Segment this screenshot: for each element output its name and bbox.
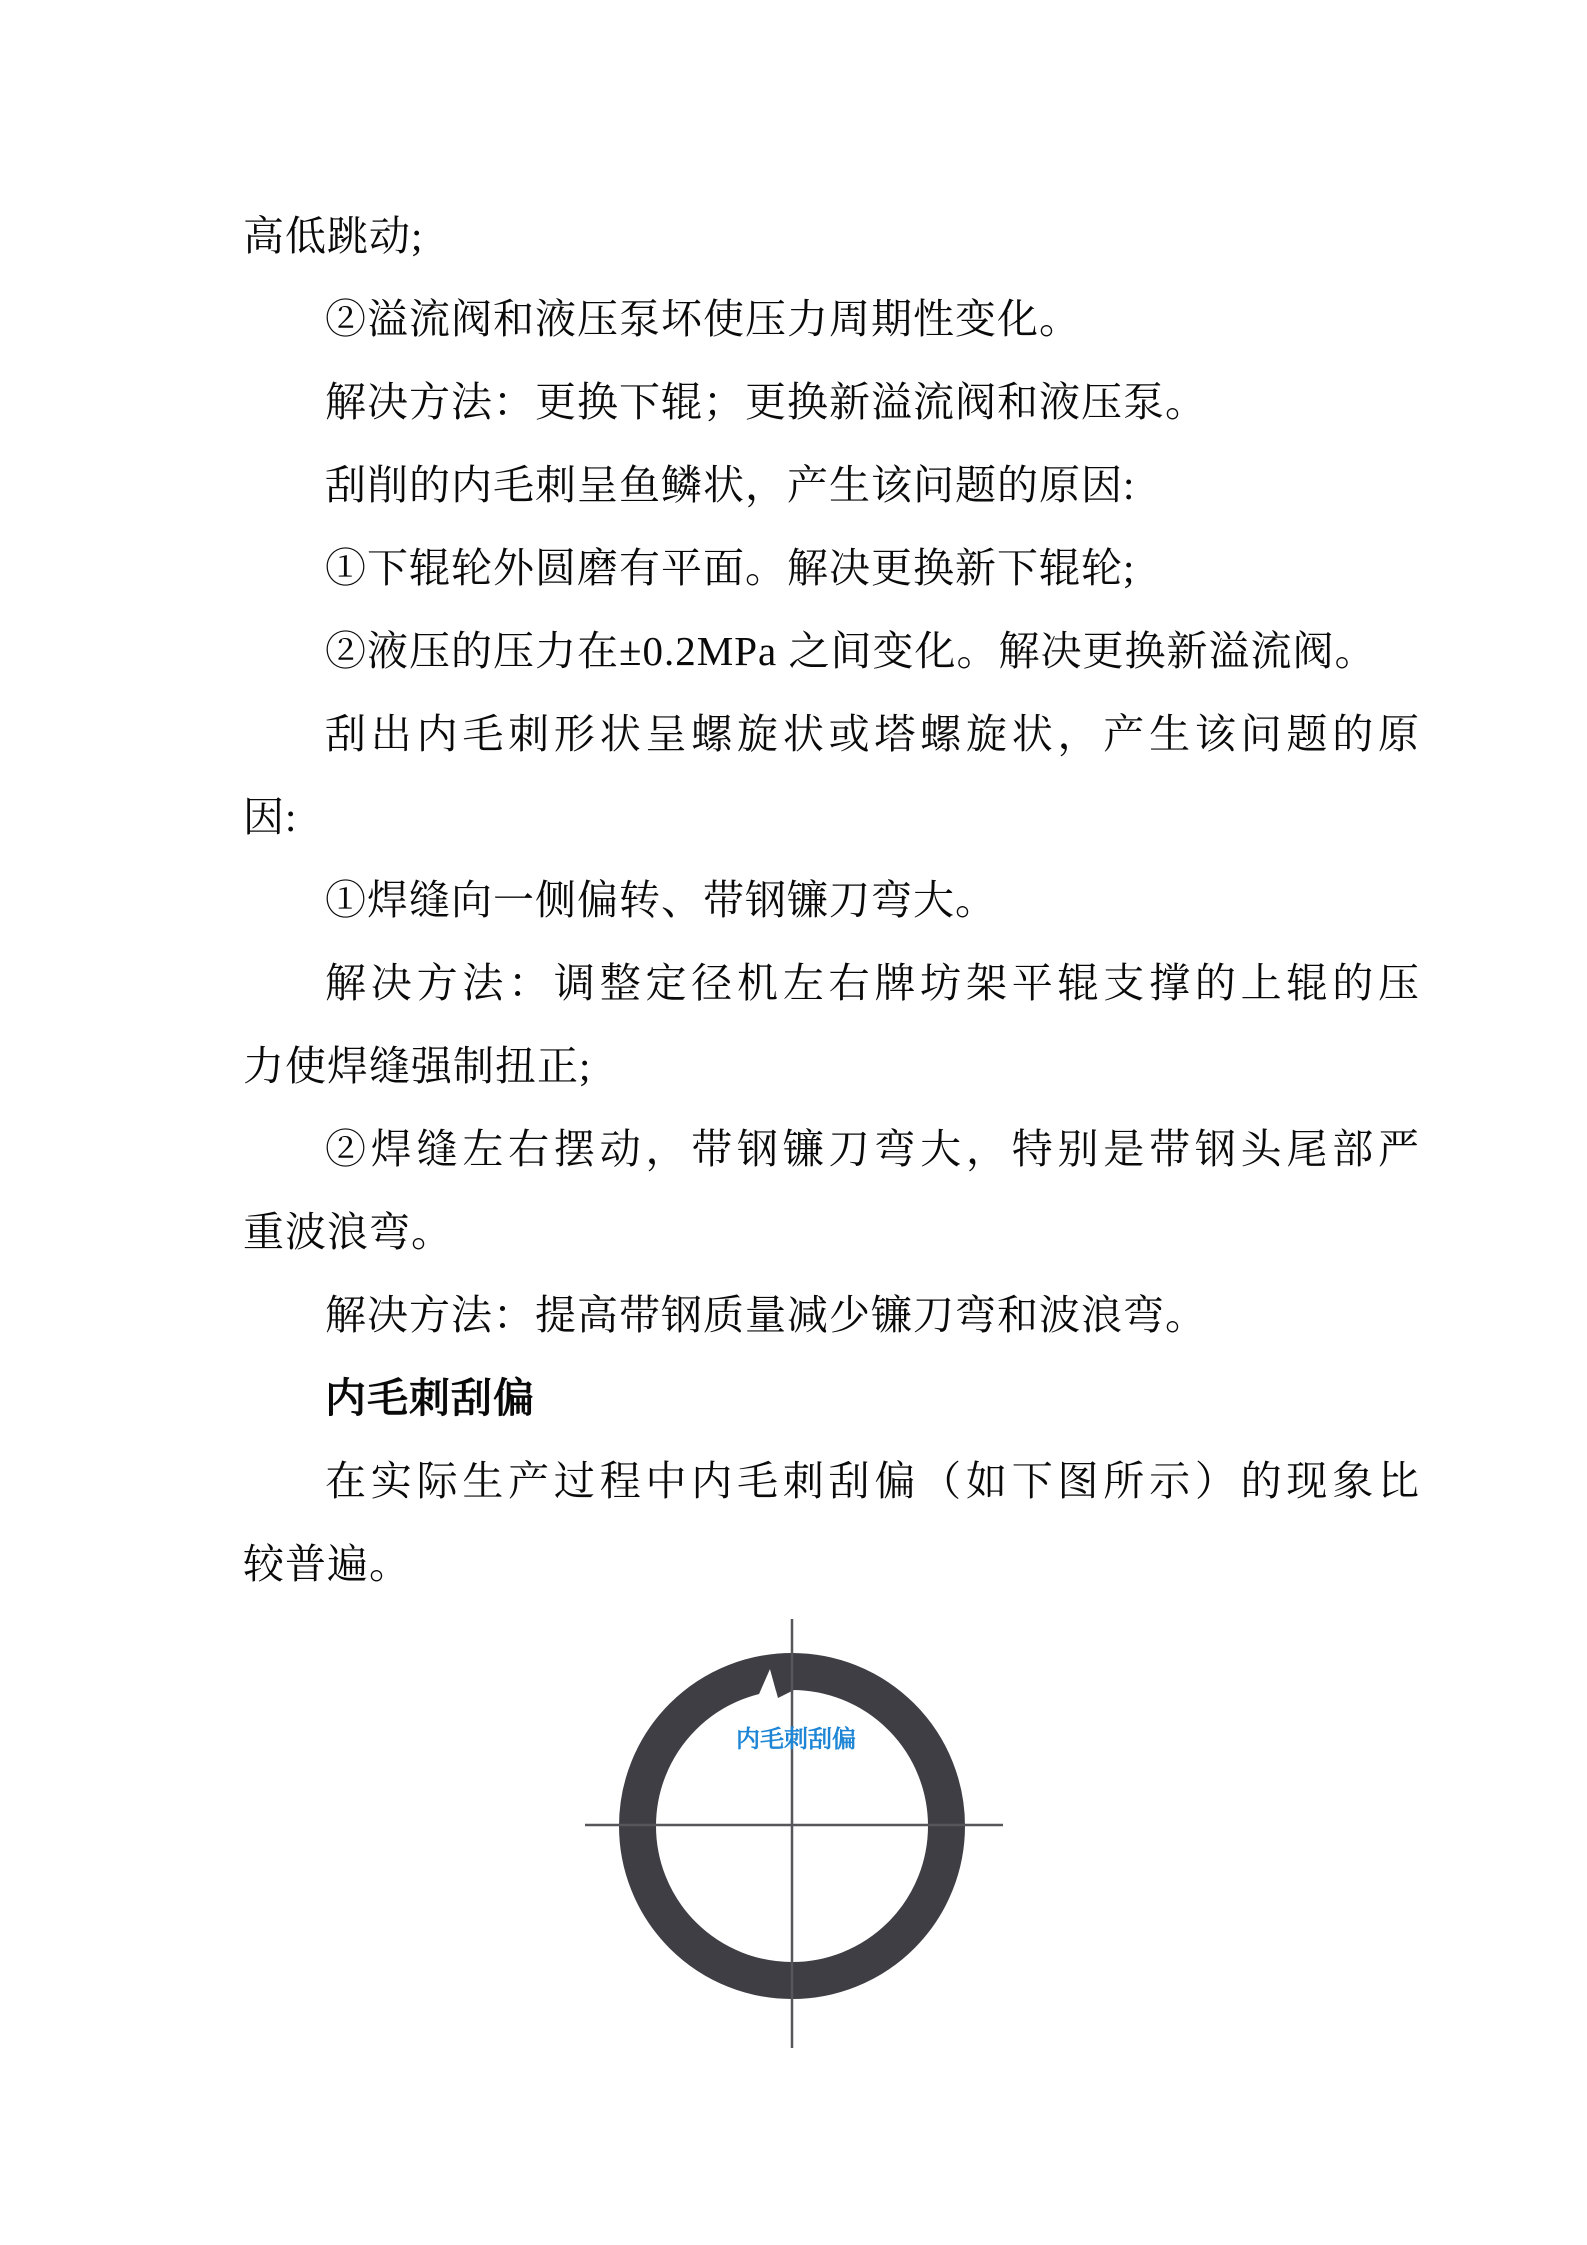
body-line: 高低跳动; [243, 213, 424, 259]
burr-tooth [770, 1665, 794, 1698]
body-line: 因: [243, 794, 298, 840]
body-line: 重波浪弯。 [243, 1209, 453, 1255]
body-line: ②焊缝左右摆动，带钢镰刀弯大，特别是带钢头尾部严 [325, 1126, 1420, 1172]
body-line: 在实际生产过程中内毛刺刮偏（如下图所示）的现象比 [325, 1458, 1420, 1504]
body-line: 解决方法：调整定径机左右牌坊架平辊支撑的上辊的压 [325, 960, 1420, 1006]
body-line: 力使焊缝强制扭正; [243, 1043, 592, 1089]
body-line: 解决方法：更换下辊；更换新溢流阀和液压泵。 [325, 379, 1207, 425]
body-line: 解决方法：提高带钢质量减少镰刀弯和波浪弯。 [325, 1292, 1207, 1338]
body-text [243, 195, 1420, 1606]
body-line: ①焊缝向一侧偏转、带钢镰刀弯大。 [325, 877, 997, 923]
body-line: ②液压的压力在±0.2MPa 之间变化。解决更换新溢流阀。 [325, 628, 1377, 674]
body-line: ②溢流阀和液压泵坏使压力周期性变化。 [325, 296, 1081, 342]
pipe-ring [638, 1672, 947, 1981]
burr-notch-cutout [756, 1669, 778, 1701]
burr-offset-label: 内毛刺刮偏 [736, 1726, 856, 1753]
body-line: ①下辊轮外圆磨有平面。解决更换新下辊轮; [325, 545, 1136, 591]
body-line: 较普遍。 [243, 1541, 411, 1587]
body-line-heading: 内毛刺刮偏 [325, 1375, 535, 1421]
body-line: 刮出内毛刺形状呈螺旋状或塔螺旋状，产生该问题的原 [325, 711, 1420, 757]
body-line: 刮削的内毛刺呈鱼鳞状，产生该问题的原因: [325, 462, 1136, 508]
